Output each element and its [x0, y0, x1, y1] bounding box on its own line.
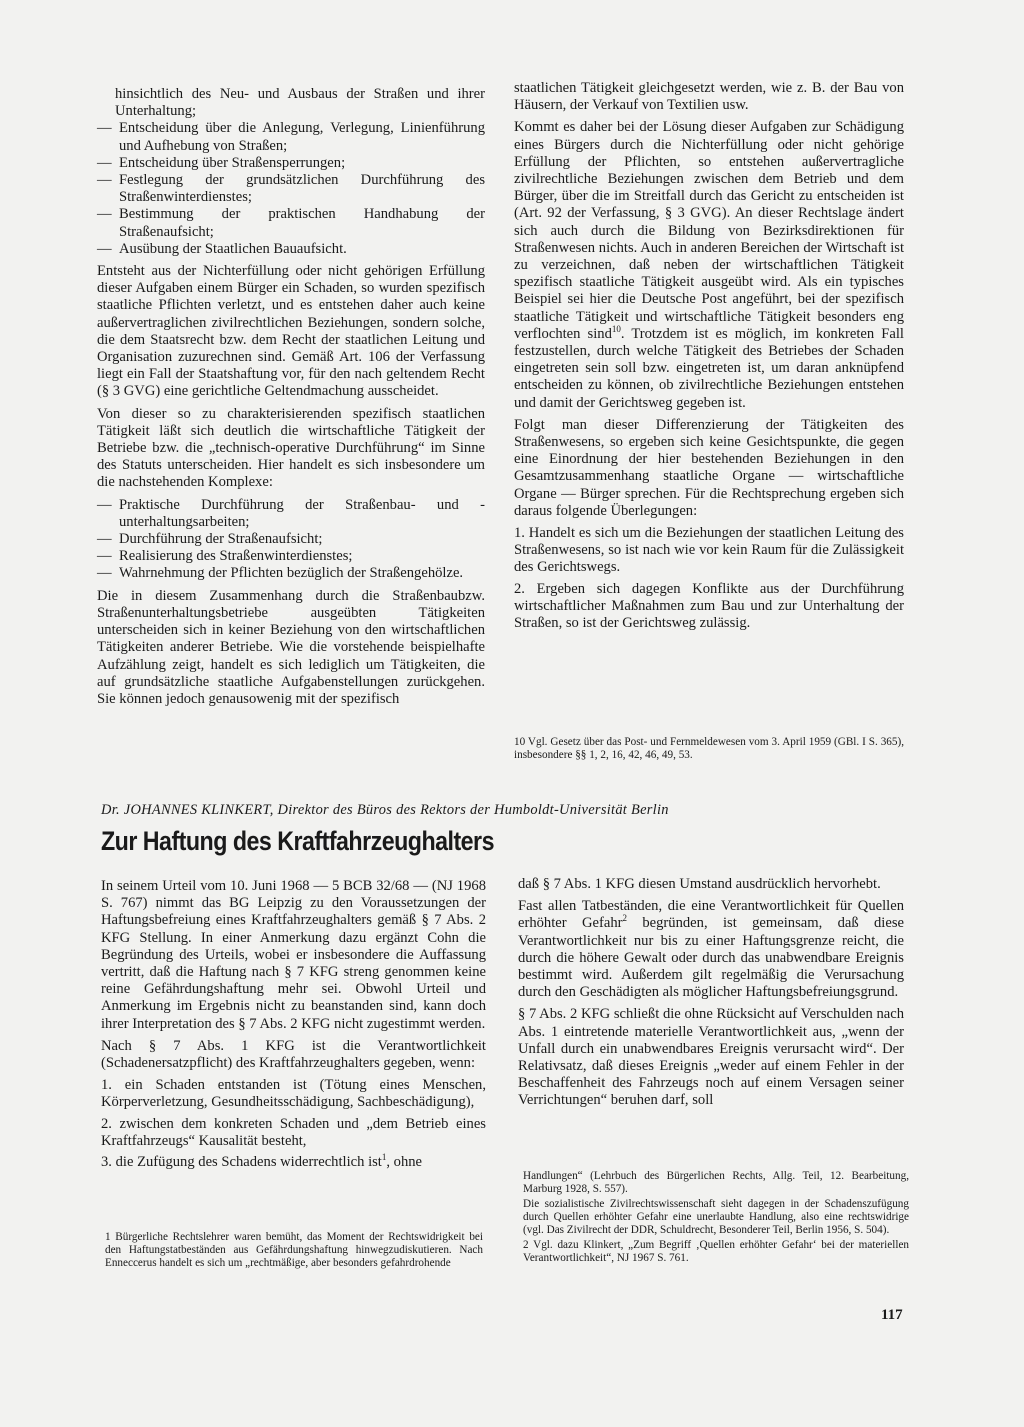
paragraph: Entsteht aus der Nichterfüllung oder nicht gehörigen Erfüllung dieser Aufgaben einem Bürger ein Schaden, so wurden spezifisch staatliche Pflichten verletzt, und es entstehen daher auch keine außervertraglichen zivilrechtlichen Beziehungen, sondern solche, die dem Staatsrecht bzw. dem Recht der staatlichen Leitung und Organisation zuzurechnen sind. Gemäß Art. 106 der Verfassung liegt ein Fall der Staatshaftung vor, für den nach geltendem Recht (§ 3 GVG) eine gerichtliche Geltendmachung ausscheidet. [97, 263, 485, 400]
top-right-column [514, 80, 904, 637]
paragraph-text: Fast allen Tatbeständen, die eine Verantwortlichkeit für Quellen erhöhter Gefahr [518, 898, 904, 932]
operative-tasks-list [97, 497, 485, 583]
paragraph-text: begründen, ist gemeinsam, daß diese Verantwortlichkeit nur bis zu einer Haftungsgrenze reicht, die durch die höhere Gewalt oder durch das unabwendbare Ereignis bestimmt wird. Außerdem gilt regelmäßig die Verursachung durch den Geschädigten als möglicher Haftungsbefreiungsgrund. [518, 915, 904, 1001]
list-item: 1. Handelt es sich um die Beziehungen der staatlichen Leitung des Straßenwesens, so ist nach wie vor kein Raum für die Zulässigkeit des Gerichtswegs. [514, 525, 904, 576]
list-item: 2. Ergeben sich dagegen Konflikte aus der Durchführung wirtschaftlicher Maßnahmen zum Bau und zur Unterhaltung der Straßen, so ist der Gerichtsweg zulässig. [514, 580, 904, 632]
footnotes [523, 1170, 909, 1267]
list-item: 1. ein Schaden entstanden ist (Tötung eines Menschen, Körperverletzung, Gesundheitsschädigung, Sachbeschädigung), [101, 1077, 486, 1111]
intro-continuation: hinsichtlich des Neu- und Ausbaus der Straßen und ihrer Unterhaltung; [115, 86, 485, 120]
list-item-text: , ohne [386, 1154, 423, 1171]
article-left-column [101, 878, 486, 1176]
conclusions-list [514, 525, 904, 632]
paragraph: Folgt man dieser Differenzierung der Tätigkeiten des Straßenwesens, so ergeben sich keine Gesichtspunkte, die gegen eine Einordnung der hier bestehenden Beziehungen in den Gesamtzusammenhang staatliche Organe — wirtschaftliche Organe — Bürger sprechen. Für die Rechtsprechung ergeben sich daraus folgende Überlegungen: [514, 416, 904, 519]
paragraph: Die in diesem Zusammenhang durch die Straßenbaubzw. Straßenunterhaltungsbetriebe ausgeübten Tätigkeiten unterscheiden sich in keiner Beziehung von den wirtschaftlichen Tätigkeiten anderer Betriebe. Wie die vorstehende beispielhafte Aufzählung zeigt, handelt es sich lediglich um Tätigkeiten, die auf grundsätzliche staatliche Aufgabenstellungen zurückgehen. Sie können jedoch genausowenig mit der spezifisch [97, 587, 485, 707]
paragraph: Von dieser so zu charakterisierenden spezifisch staatlichen Tätigkeit läßt sich deutlich die wirtschaftliche Tätigkeit der Betriebe bzw. die „technisch-operative Durchführung“ im Sinne des Statuts unterscheiden. Hier handelt es sich insbesondere um die nachstehenden Komplexe: [97, 405, 485, 491]
footnote-text: 2 Vgl. dazu Klinkert, „Zum Begriff ‚Quellen erhöhter Gefahr‘ bei der materiellen Verantwortlichkeit“, NJ 1967 S. 761. [523, 1239, 909, 1264]
paragraph-text: Kommt es daher bei der Lösung dieser Aufgaben zur Schädigung eines Bürgers durch die Nichterfüllung oder nicht gehörige Erfüllung der Pflichten, so entstehen außervertragliche zivilrechtliche Beziehungen zwischen dem Betrieb und dem Bürger, über die im Streitfall durch das Gericht zu entscheiden ist (Art. 92 der Verfassung, § 3 GVG). An dieser Rechtslage ändert sich auch durch die Bildung von Bezirksdirektionen für Straßenwesen nichts. Auch in anderen Bereichen der Wirtschaft ist zu verzeichnen, daß neben der wirtschaftlichen Tätigkeit spezifisch staatliche Tätigkeit ausgeübt wird. Als ein typisches Beispiel sei hier die Deutsche Post angeführt, bei der spezifisch staatliche Tätigkeit und wirtschaftliche Tätigkeit besonders eng verflochten sind [514, 119, 904, 342]
list-item: — Realisierung des Straßenwinterdienstes; [97, 548, 485, 565]
list-item: — Entscheidung über die Anlegung, Verlegung, Linienführung und Aufhebung von Straßen; [97, 120, 485, 154]
article-right-column [518, 876, 904, 1115]
footnote-text: 10 Vgl. Gesetz über das Post- und Fernmeldewesen vom 3. April 1959 (GBl. I S. 365), insbesondere §§ 1, 2, 16, 42, 46, 49, 53. [514, 736, 904, 761]
list-item: — Praktische Durchführung der Straßenbau- und -unterhaltungsarbeiten; [97, 497, 485, 531]
footnote [514, 736, 904, 764]
footnote-ref: 10 [611, 323, 621, 334]
paragraph: daß § 7 Abs. 1 KFG diesen Umstand ausdrücklich hervorhebt. [518, 876, 881, 892]
list-item: — Entscheidung über Straßensperrungen; [97, 155, 485, 172]
top-left-column [97, 86, 485, 713]
paragraph: staatlichen Tätigkeit gleichgesetzt werden, wie z. B. der Bau von Häusern, der Verkauf von Textilien usw. [514, 80, 904, 114]
list-item: — Wahrnehmung der Pflichten bezüglich der Straßengehölze. [97, 565, 485, 582]
paragraph: § 7 Abs. 2 KFG schließt die ohne Rücksicht auf Verschulden nach Abs. 1 eintretende materielle Verantwortlichkeit aus, „wenn der Unfall durch ein unabwendbares Ereignis verursacht wird“. Der Relativsatz, daß dieses Ereignis „weder auf einem Fehler in der Beschaffenheit des Fahrzeugs noch auf einem Versagen seiner Verrichtungen“ beruhen darf, soll [518, 1006, 904, 1109]
list-item-text: 3. die Zufügung des Schadens widerrechtlich ist [101, 1154, 382, 1171]
state-tasks-list [97, 120, 485, 258]
conditions-list [101, 1077, 486, 1171]
author-byline: Dr. JOHANNES KLINKERT, Direktor des Büros des Rektors der Humboldt-Universität Berlin [101, 802, 669, 818]
footnote-text: Handlungen“ (Lehrbuch des Bürgerlichen Rechts, Allg. Teil, 12. Bearbeitung, Marburg 1928, S. 557). [523, 1170, 909, 1195]
footnote-ref: 1 [381, 1152, 387, 1163]
paragraph [518, 898, 904, 1001]
paragraph: Nach § 7 Abs. 1 KFG ist die Verantwortlichkeit (Schadenersatzpflicht) des Kraftfahrzeughalters gegeben, wenn: [101, 1037, 486, 1072]
list-item: — Ausübung der Staatlichen Bauaufsicht. [97, 241, 485, 258]
paragraph-text: . Trotzdem ist es möglich, im konkreten Fall festzustellen, durch welche Tätigkeit des Betriebes der Schaden eingetreten sein soll bzw. eingetreten ist, um daran anknüpfend entscheiden zu können, ob zivilrechtliche Beziehungen entstehen und damit der Gerichtsweg gegeben ist. [514, 325, 904, 411]
page-number: 117 [881, 1307, 903, 1323]
list-item: — Festlegung der grundsätzlichen Durchführung des Straßenwinterdienstes; [97, 172, 485, 206]
footnote [105, 1231, 483, 1272]
list-item [101, 1154, 486, 1171]
footnote-text: Die sozialistische Zivilrechtswissenschaft sieht dagegen in der Schadenszufügung durch Quellen erhöhter Gefahr eine unerlaubte Handlung, also eine rechtswidrige (vgl. Das Zivilrecht der DDR, Schuldrecht, Besonderer Teil, Berlin 1956, S. 504). [523, 1198, 909, 1236]
footnote-ref: 2 [622, 913, 627, 924]
paragraph [514, 119, 904, 411]
footnote-text: 1 Bürgerliche Rechtslehrer waren bemüht, das Moment der Rechtswidrigkeit bei den Haftungstatbeständen aus Gefährdungshaftung hinwegzudiskutieren. Nach Enneccerus handelt es sich um „rechtmäßige, aber besonders gefahrdrohende [105, 1231, 483, 1269]
list-item: — Bestimmung der praktischen Handhabung der Straßenaufsicht; [97, 206, 485, 240]
paragraph: In seinem Urteil vom 10. Juni 1968 — 5 BCB 32/68 — (NJ 1968 S. 767) nimmt das BG Leipzig zu den Voraussetzungen der Haftungsbefreiung eines Kraftfahrzeughalters gemäß § 7 Abs. 2 KFG Stellung. In einer Anmerkung dazu ergänzt Cohn die Begründung des Urteils, wobei er insbesondere die Auffassung vertritt, daß die Haftung nach § 7 KFG streng genommen keine reine Gefährdungshaftung mehr sei. Obwohl Urteil und Anmerkung im Ergebnis nicht zu beanstanden sind, kann doch ihrer Interpretation des § 7 Abs. 2 KFG nicht zugestimmt werden. [101, 878, 486, 1032]
list-item: 2. zwischen dem konkreten Schaden und „dem Betrieb eines Kraftfahrzeugs“ Kausalität besteht, [101, 1115, 486, 1149]
list-item: — Durchführung der Straßenaufsicht; [97, 531, 485, 548]
article-title: Zur Haftung des Kraftfahrzeughalters [101, 826, 494, 856]
